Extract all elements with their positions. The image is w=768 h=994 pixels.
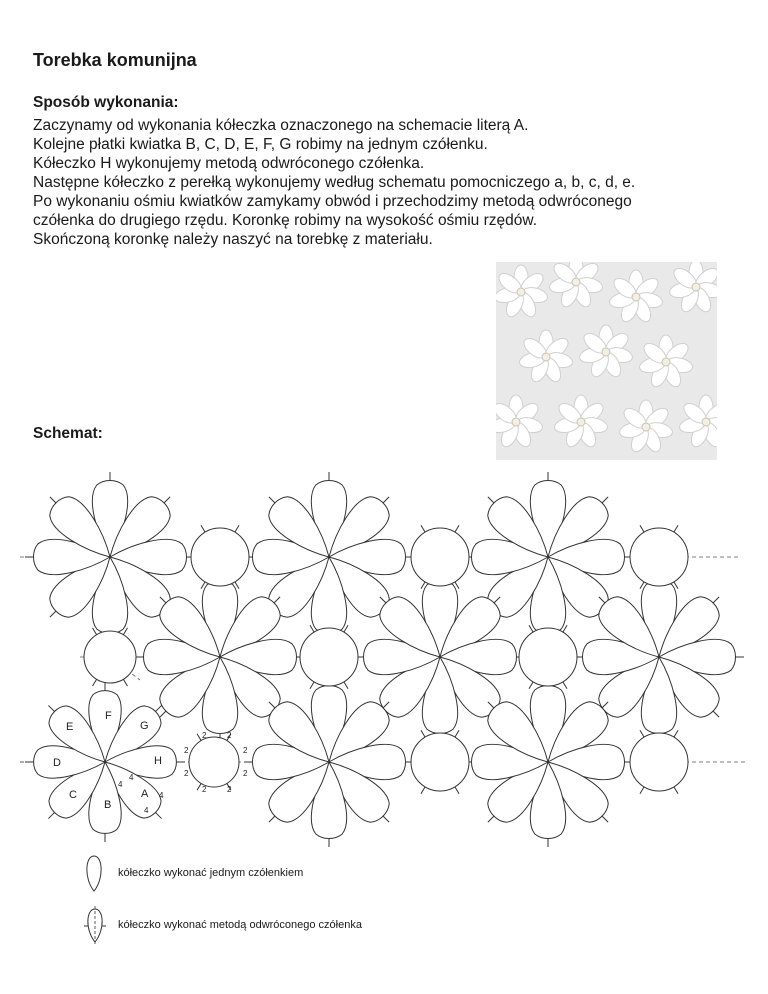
picot (160, 711, 166, 717)
teardrop-ring-icon (82, 854, 112, 894)
page-title: Torebka komunijna (33, 50, 197, 70)
instruction-line: Zaczynamy od wykonania kółeczka oznaczonego na schemacie literą A. (33, 117, 529, 134)
ring (189, 734, 239, 791)
picot (602, 816, 608, 822)
picot (201, 525, 205, 532)
lace-photo-image (496, 262, 717, 460)
tatting-scheme-diagram (0, 470, 768, 850)
ring (519, 625, 577, 688)
picot (50, 611, 56, 617)
ring (630, 730, 688, 793)
picot (48, 812, 54, 818)
picot (488, 816, 494, 822)
split-teardrop-ring-icon (82, 906, 112, 946)
picot (421, 582, 425, 589)
picot (164, 497, 170, 503)
picot (563, 682, 567, 689)
picot (674, 787, 678, 794)
instruction-line: Po wykonaniu ośmiu kwiatków zamykamy obwód i przechodzimy metodą odwróconego (33, 193, 632, 210)
stitch-count: 2 (227, 731, 232, 740)
instruction-line: Kolejne płatki kwiatka B, C, D, E, F, G robimy na jednym czółenku. (33, 136, 488, 153)
ring-circle (411, 733, 469, 791)
picot (674, 582, 678, 589)
picot (269, 497, 275, 503)
stitch-count: 2 (243, 769, 248, 778)
stitch-count: 4 (118, 780, 123, 789)
legend-text-reverse-shuttle: kółeczko wykonać metodą odwróconego czółenka (118, 919, 362, 931)
pearl (632, 293, 640, 301)
stitch-count: 4 (159, 791, 164, 800)
stitch-count: 2 (202, 785, 207, 794)
ring-circle (300, 628, 358, 686)
picot (197, 734, 201, 741)
pearl (602, 348, 610, 356)
picot (155, 812, 161, 818)
stitch-count: 2 (243, 746, 248, 755)
ring (630, 525, 688, 588)
picot (421, 525, 425, 532)
petal-label-g: G (140, 720, 149, 732)
stitch-count: 2 (202, 731, 207, 740)
pearl (662, 358, 670, 366)
ring (84, 628, 136, 686)
ring-circle (630, 528, 688, 586)
picot (383, 816, 389, 822)
picot (455, 582, 459, 589)
pearl (577, 418, 585, 426)
picot (235, 525, 239, 532)
picot (488, 497, 494, 503)
instruction-line: Kółeczko H wykonujemy metodą odwróconego czółenka. (33, 155, 425, 172)
petal-label-f: F (105, 710, 112, 722)
picot (123, 679, 127, 686)
ring (411, 525, 469, 588)
picot (640, 787, 644, 794)
picot (235, 582, 239, 589)
picot (383, 497, 389, 503)
stitch-count: 4 (129, 773, 134, 782)
picot (713, 597, 719, 603)
picot (197, 783, 201, 790)
ring-circle (630, 733, 688, 791)
stitch-count: 2 (184, 746, 189, 755)
instructions-paragraph (33, 116, 753, 249)
picot (421, 730, 425, 737)
ring-circle (191, 528, 249, 586)
picot (93, 628, 97, 635)
picot (713, 711, 719, 717)
picot (310, 625, 314, 632)
petal-label-b: B (104, 799, 112, 811)
picot (455, 730, 459, 737)
ring (191, 525, 249, 588)
scheme-heading: Schemat: (33, 425, 103, 442)
legend-text-single-shuttle: kółeczko wykonać jednym czółenkiem (118, 867, 304, 879)
petal-label-a: A (141, 788, 149, 800)
lace-photo (496, 262, 717, 460)
picot (123, 628, 127, 635)
pearl (542, 353, 550, 361)
pearl (517, 288, 525, 296)
stitch-count: 2 (184, 769, 189, 778)
picot (529, 625, 533, 632)
petal-label-c: C (69, 789, 77, 801)
method-heading: Sposób wykonania: (33, 94, 179, 111)
ring-circle (519, 628, 577, 686)
picot (93, 679, 97, 686)
instruction-line: Skończoną koronkę należy naszyć na torebkę z materiału. (33, 231, 433, 248)
scheme-svg (0, 470, 768, 850)
pearl (512, 418, 520, 426)
petal-label-e: E (66, 721, 74, 733)
ring-circle (189, 737, 239, 787)
flower (244, 677, 414, 847)
picot (50, 497, 56, 503)
picot (421, 787, 425, 794)
picot (640, 525, 644, 532)
pearl (702, 418, 710, 426)
picot (455, 525, 459, 532)
instruction-line: czółenka do drugiego rzędu. Koronkę robimy na wysokość ośmiu rzędów. (33, 212, 538, 229)
picot (344, 625, 348, 632)
picot (455, 787, 459, 794)
petal-label-h: H (154, 755, 162, 767)
picot (155, 705, 161, 711)
picot (344, 682, 348, 689)
pearl (692, 283, 700, 291)
picot (640, 582, 644, 589)
picot (674, 730, 678, 737)
flower (463, 677, 633, 847)
picot (48, 705, 54, 711)
stitch-count: 2 (227, 785, 232, 794)
picot (201, 582, 205, 589)
picot (674, 525, 678, 532)
picot (269, 816, 275, 822)
picot (310, 682, 314, 689)
ring-circle (84, 631, 136, 683)
picot (640, 730, 644, 737)
pearl (572, 278, 580, 286)
pearl (642, 423, 650, 431)
stitch-count: 4 (144, 806, 149, 815)
instruction-line: Następne kółeczko z perełką wykonujemy według schematu pomocniczego a, b, c, d, e. (33, 174, 636, 191)
picot (563, 625, 567, 632)
ring-circle (411, 528, 469, 586)
ring (411, 730, 469, 793)
picot (529, 682, 533, 689)
picot (602, 497, 608, 503)
petal-label-d: D (53, 757, 61, 769)
ring (300, 625, 358, 688)
legend-item-reverse-shuttle (82, 906, 422, 946)
legend-item-single-shuttle (82, 854, 382, 894)
